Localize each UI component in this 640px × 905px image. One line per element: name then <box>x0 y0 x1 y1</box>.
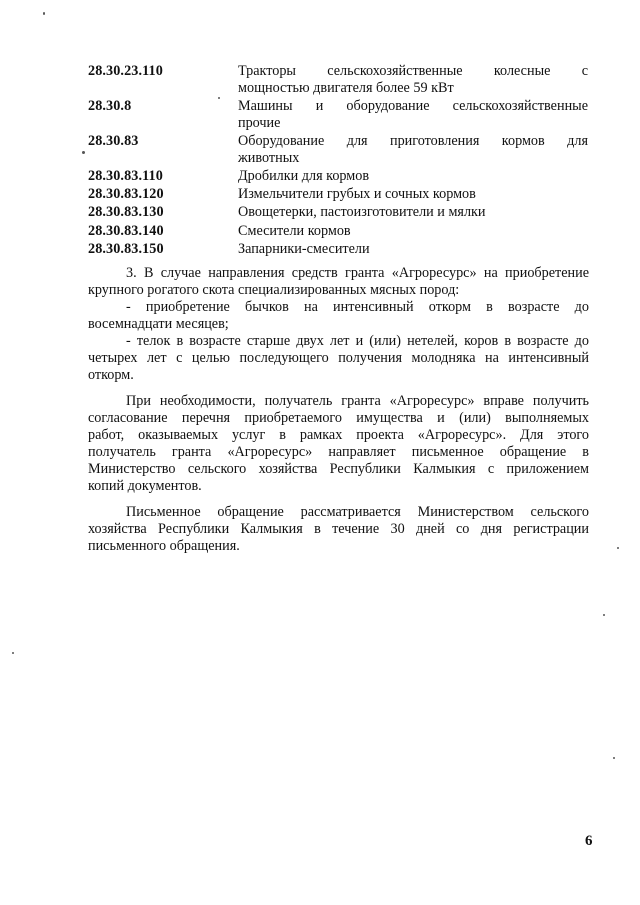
classifier-table <box>88 63 588 259</box>
okpd-code: 28.30.83.110 <box>88 167 163 184</box>
scan-speck <box>603 614 605 616</box>
item-name: Дробилки для кормов <box>238 167 370 184</box>
okpd-code: 28.30.23.110 <box>88 63 163 79</box>
scan-speck <box>617 547 619 549</box>
item-name: Оборудование для приготовления кормов для животных <box>238 132 588 166</box>
table-row <box>88 223 588 240</box>
scan-speck <box>12 652 14 654</box>
table-row <box>88 133 588 167</box>
item-name: Смесители кормов <box>238 222 351 239</box>
scan-speck <box>82 151 85 154</box>
scan-speck <box>43 12 45 15</box>
paragraph-review: Письменное обращение рассматривается Министерством сельского хозяйства Республики Калмыкия в течение 30 дней со дня регистрации письменного обращения. <box>88 504 589 554</box>
paragraph-heifers: - телок в возрасте старше двух лет и (или) нетелей, коров в возрасте до четырех лет с целью последующего получения молодняка на интенсивный откорм. <box>88 333 589 383</box>
scan-speck <box>613 757 615 759</box>
item-name: Тракторы сельскохозяйственные колесные с мощностью двигателя более 59 кВт <box>238 63 588 96</box>
item-name: Измельчители грубых и сочных кормов <box>238 186 476 203</box>
table-row <box>88 168 588 185</box>
page-number: 6 <box>585 833 593 849</box>
item-name: Машины и оборудование сельскохозяйственные прочие <box>238 97 588 131</box>
table-row <box>88 63 588 97</box>
scan-speck <box>218 97 220 99</box>
okpd-code: 28.30.8 <box>88 97 132 114</box>
item-name: Запарники-смесители <box>238 240 370 257</box>
paragraph-approval: При необходимости, получатель гранта «Агроресурс» вправе получить согласование перечня приобретаемого имущества и (или) выполняемых работ, оказываемых услуг в рамках проекта «Агроресурс». Для этого получатель гранта «Агроресурс» направляет письменное обращение в Министерство сельского хозяйства Республики Калмыкия с приложением копий документов. <box>88 393 589 494</box>
paragraph-bulls: - приобретение бычков на интенсивный откорм в возрасте до восемнадцати месяцев; <box>88 299 589 332</box>
okpd-code: 28.30.83.120 <box>88 186 164 203</box>
table-row <box>88 241 588 258</box>
okpd-code: 28.30.83 <box>88 132 139 149</box>
table-row <box>88 186 588 203</box>
table-row <box>88 98 588 132</box>
table-row <box>88 204 588 221</box>
okpd-code: 28.30.83.150 <box>88 240 164 257</box>
body-text <box>88 265 589 555</box>
item-name: Овощетерки, пастоизготовители и мялки <box>238 204 486 221</box>
okpd-code: 28.30.83.130 <box>88 204 164 221</box>
paragraph-livestock: 3. В случае направления средств гранта «Агроресурс» на приобретение крупного рогатого скота специализированных мясных пород: <box>88 265 589 298</box>
okpd-code: 28.30.83.140 <box>88 222 164 239</box>
